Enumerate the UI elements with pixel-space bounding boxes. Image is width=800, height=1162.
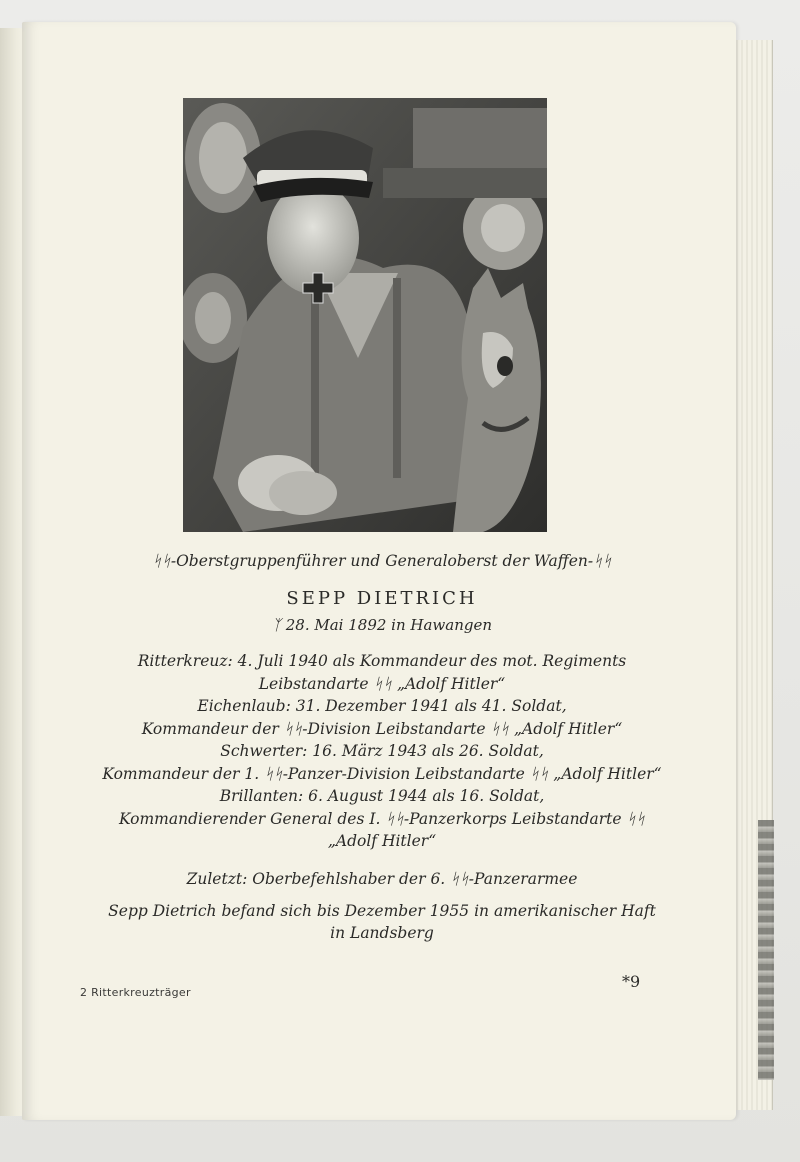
award-line: Kommandeur der ᛋᛋ-Division Leibstandarte ᛋᛋ „Adolf Hitler“: [141, 719, 623, 738]
award-line: Eichenlaub: 31. Dezember 1941 als 41. Soldat,: [197, 697, 567, 715]
custody-line: Sepp Dietrich befand sich bis Dezember 1955 in amerikanischer Haft: [108, 902, 656, 920]
award-line: Ritterkreuz: 4. Juli 1940 als Kommandeur des mot. Regiments: [137, 652, 627, 670]
award-line: Brillanten: 6. August 1944 als 16. Soldat,: [219, 787, 545, 805]
book-page: [22, 22, 736, 1120]
award-line: Kommandierender General des I. ᛋᛋ-Panzerkorps Leibstandarte ᛋᛋ: [118, 809, 646, 828]
award-line: Kommandeur der 1. ᛋᛋ-Panzer-Division Leibstandarte ᛋᛋ „Adolf Hitler“: [102, 764, 662, 783]
page-number: *9: [622, 972, 641, 991]
award-line: Schwerter: 16. März 1943 als 26. Soldat,: [220, 742, 544, 760]
custody-line: in Landsberg: [330, 924, 434, 942]
award-line: „Adolf Hitler“: [327, 832, 437, 850]
awards-list: [62, 650, 702, 853]
last-position: Zuletzt: Oberbefehlshaber der 6. ᛋᛋ-Panzerarmee: [186, 870, 578, 888]
cover-strip: [758, 820, 774, 1080]
custody-note: [62, 900, 702, 944]
signature-mark: 2 Ritterkreuzträger: [80, 986, 191, 999]
birth-line: ᛉ 28. Mai 1892 in Hawangen: [271, 616, 493, 634]
person-name: SEPP DIETRICH: [286, 588, 478, 609]
portrait-photo: [183, 98, 547, 532]
rank-line: ᛋᛋ-Oberstgruppenführer und Generaloberst der Waffen-ᛋᛋ: [152, 552, 612, 570]
award-line: Leibstandarte ᛋᛋ „Adolf Hitler“: [258, 674, 506, 693]
